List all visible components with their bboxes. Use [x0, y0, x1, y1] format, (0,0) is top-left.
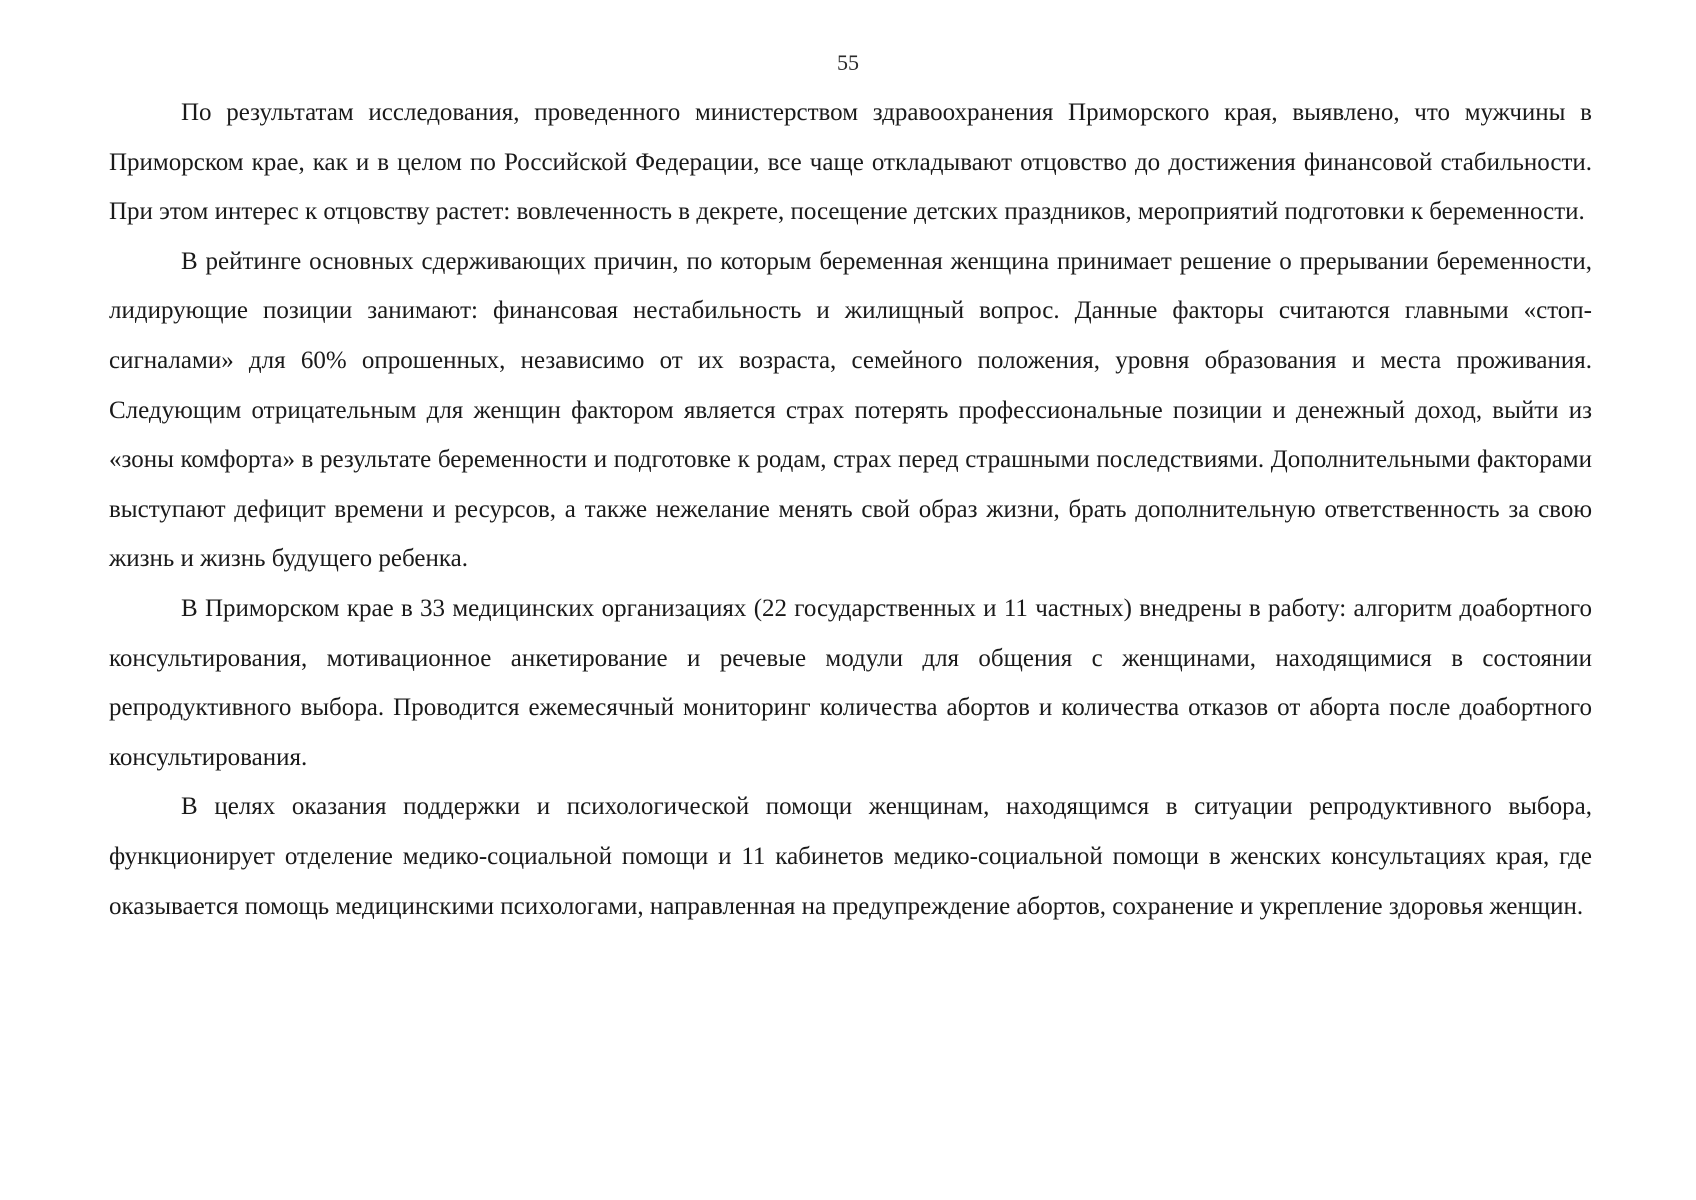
paragraph-deterrent-reasons: В рейтинге основных сдерживающих причин, по которым беременная женщина принимает решение о прерывании беременности, лидирующие позиции занимают: финансовая нестабильность и жилищный вопрос. Данные факторы считаются главными «стоп-сигналами» для 60% опрошенных, независимо от их возраста, семейного положения, уровня образования и места проживания. Следующим отрицательным для женщин фактором является страх потерять профессиональные позиции и денежный доход, выйти из «зоны комфорта» в результате беременности и подготовке к родам, страх перед страшными последствиями. Дополнительными факторами выступают дефицит времени и ресурсов, а также нежелание менять свой образ жизни, брать дополнительную ответственность за свою жизнь и жизнь будущего ребенка. — [109, 247, 1592, 573]
page-number: 55 — [837, 50, 859, 75]
paragraph-psychological-support: В целях оказания поддержки и психологической помощи женщинам, находящимся в ситуации репродуктивного выбора, функционирует отделение медико-социальной помощи и 11 кабинетов медико-социальной помощи в женских консультациях края, где оказывается помощь медицинскими психологами, направленная на предупреждение абортов, сохранение и укрепление здоровья женщин. — [109, 793, 1592, 920]
body-text — [109, 88, 1592, 931]
paragraph-survey-results: По результатам исследования, проведенного министерством здравоохранения Приморского края, выявлено, что мужчины в Приморском крае, как и в целом по Российской Федерации, все чаще откладывают отцовство до достижения финансовой стабильности. При этом интерес к отцовству растет: вовлеченность в декрете, посещение детских праздников, мероприятий подготовки к беременности. — [109, 99, 1592, 226]
paragraph-medical-organizations: В Приморском крае в 33 медицинских организациях (22 государственных и 11 частных) внедрены в работу: алгоритм доабортного консультирования, мотивационное анкетирование и речевые модули для общения с женщинами, находящимися в состоянии репродуктивного выбора. Проводится ежемесячный мониторинг количества абортов и количества отказов от аборта после доабортного консультирования. — [109, 594, 1592, 771]
